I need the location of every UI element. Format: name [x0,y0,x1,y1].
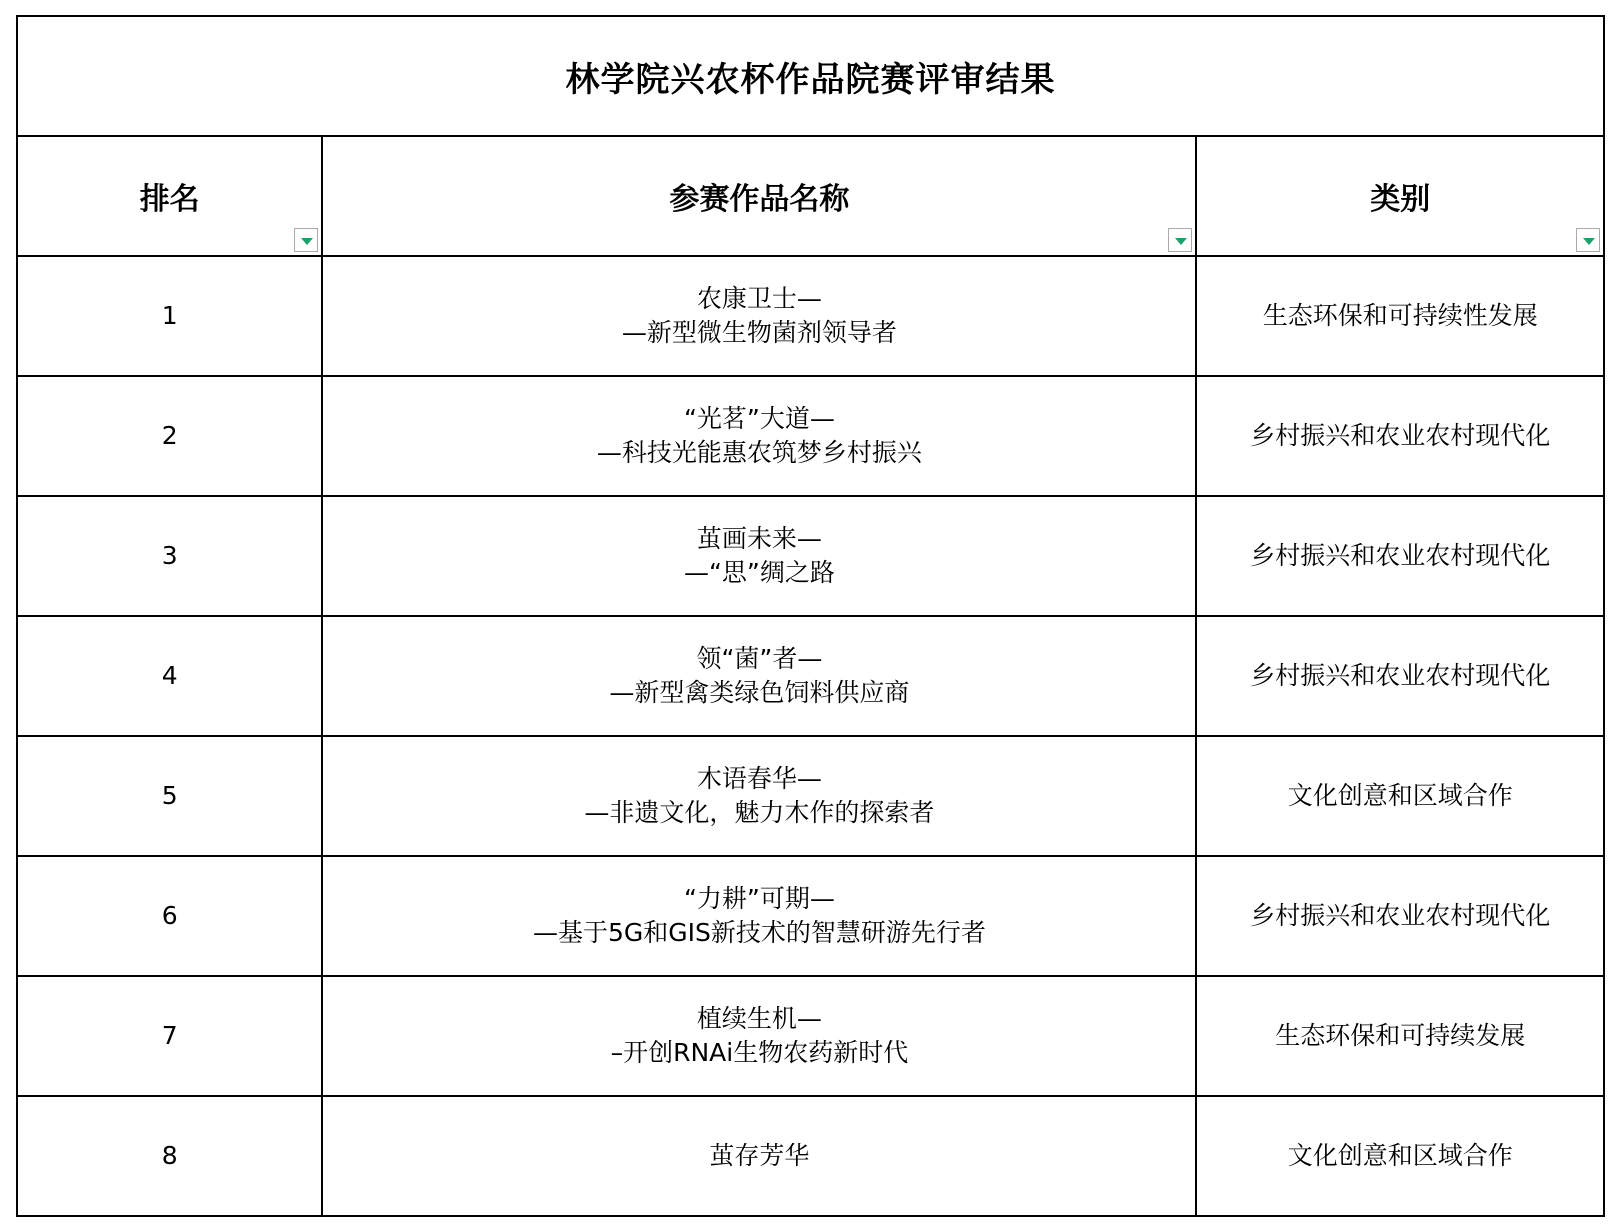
cell-category[interactable]: 乡村振兴和农业农村现代化 [1196,856,1604,976]
cell-entry-name[interactable] [322,1096,1196,1216]
header-row [17,136,1604,256]
entry-name-line2: —科技光能惠农筑梦乡村振兴 [596,438,922,467]
table-row [17,1096,1604,1216]
cell-category[interactable]: 文化创意和区域合作 [1196,1096,1604,1216]
cell-rank[interactable]: 6 [17,856,322,976]
cell-rank[interactable]: 8 [17,1096,322,1216]
header-name-label: 参赛作品名称 [669,182,850,217]
cell-category[interactable]: 生态环保和可持续性发展 [1196,256,1604,376]
table-row [17,976,1604,1096]
cell-entry-name[interactable] [322,256,1196,376]
cell-entry-name[interactable] [322,856,1196,976]
entry-name-line2: —非遗文化，魅力木作的探索者 [584,798,935,827]
spreadsheet [16,15,1605,1218]
entry-name-line1: “力耕”可期— [683,884,835,913]
title-row [17,16,1604,136]
cell-category[interactable]: 乡村振兴和农业农村现代化 [1196,616,1604,736]
header-category[interactable] [1196,136,1604,256]
cell-rank[interactable]: 5 [17,736,322,856]
entry-name-line1: 领“菌”者— [696,644,823,673]
cell-category[interactable]: 生态环保和可持续发展 [1196,976,1604,1096]
entry-name-line1: “光茗”大道— [683,404,835,433]
entry-name-line2: —新型禽类绿色饲料供应商 [609,678,910,707]
filter-dropdown-icon [1175,238,1187,245]
cell-entry-name[interactable] [322,616,1196,736]
cell-entry-name[interactable] [322,496,1196,616]
table-row [17,856,1604,976]
cell-rank[interactable]: 2 [17,376,322,496]
cell-category[interactable]: 乡村振兴和农业农村现代化 [1196,376,1604,496]
entry-name-line2: —新型微生物菌剂领导者 [621,318,897,347]
filter-dropdown-icon [301,238,313,245]
entry-name-line2: —“思”绸之路 [683,558,835,587]
entry-name-line1: 茧画未来— [696,524,822,553]
cell-rank[interactable]: 1 [17,256,322,376]
table-row [17,256,1604,376]
table-row [17,496,1604,616]
filter-button-rank[interactable] [294,228,318,252]
table-row [17,736,1604,856]
table-row [17,376,1604,496]
filter-dropdown-icon [1583,238,1595,245]
entry-name-line1: 茧存芳华 [709,1141,810,1170]
table-row [17,616,1604,736]
header-category-label: 类别 [1370,182,1431,217]
cell-rank[interactable]: 7 [17,976,322,1096]
entry-name-line1: 植续生机— [696,1004,822,1033]
table-title[interactable]: 林学院兴农杯作品院赛评审结果 [17,16,1604,136]
cell-rank[interactable]: 4 [17,616,322,736]
entry-name-line1: 农康卫士— [696,284,822,313]
header-rank[interactable] [17,136,322,256]
results-table [16,15,1605,1217]
cell-entry-name[interactable] [322,376,1196,496]
header-rank-label: 排名 [139,182,200,217]
entry-name-line2: —基于5G和GIS新技术的智慧研游先行者 [532,918,986,947]
entry-name-line2: –开创RNAi生物农药新时代 [610,1038,909,1067]
cell-rank[interactable]: 3 [17,496,322,616]
cell-entry-name[interactable] [322,736,1196,856]
filter-button-name[interactable] [1168,228,1192,252]
cell-entry-name[interactable] [322,976,1196,1096]
header-name[interactable] [322,136,1196,256]
entry-name-line1: 木语春华— [696,764,822,793]
cell-category[interactable]: 乡村振兴和农业农村现代化 [1196,496,1604,616]
cell-category[interactable]: 文化创意和区域合作 [1196,736,1604,856]
filter-button-category[interactable] [1576,228,1600,252]
